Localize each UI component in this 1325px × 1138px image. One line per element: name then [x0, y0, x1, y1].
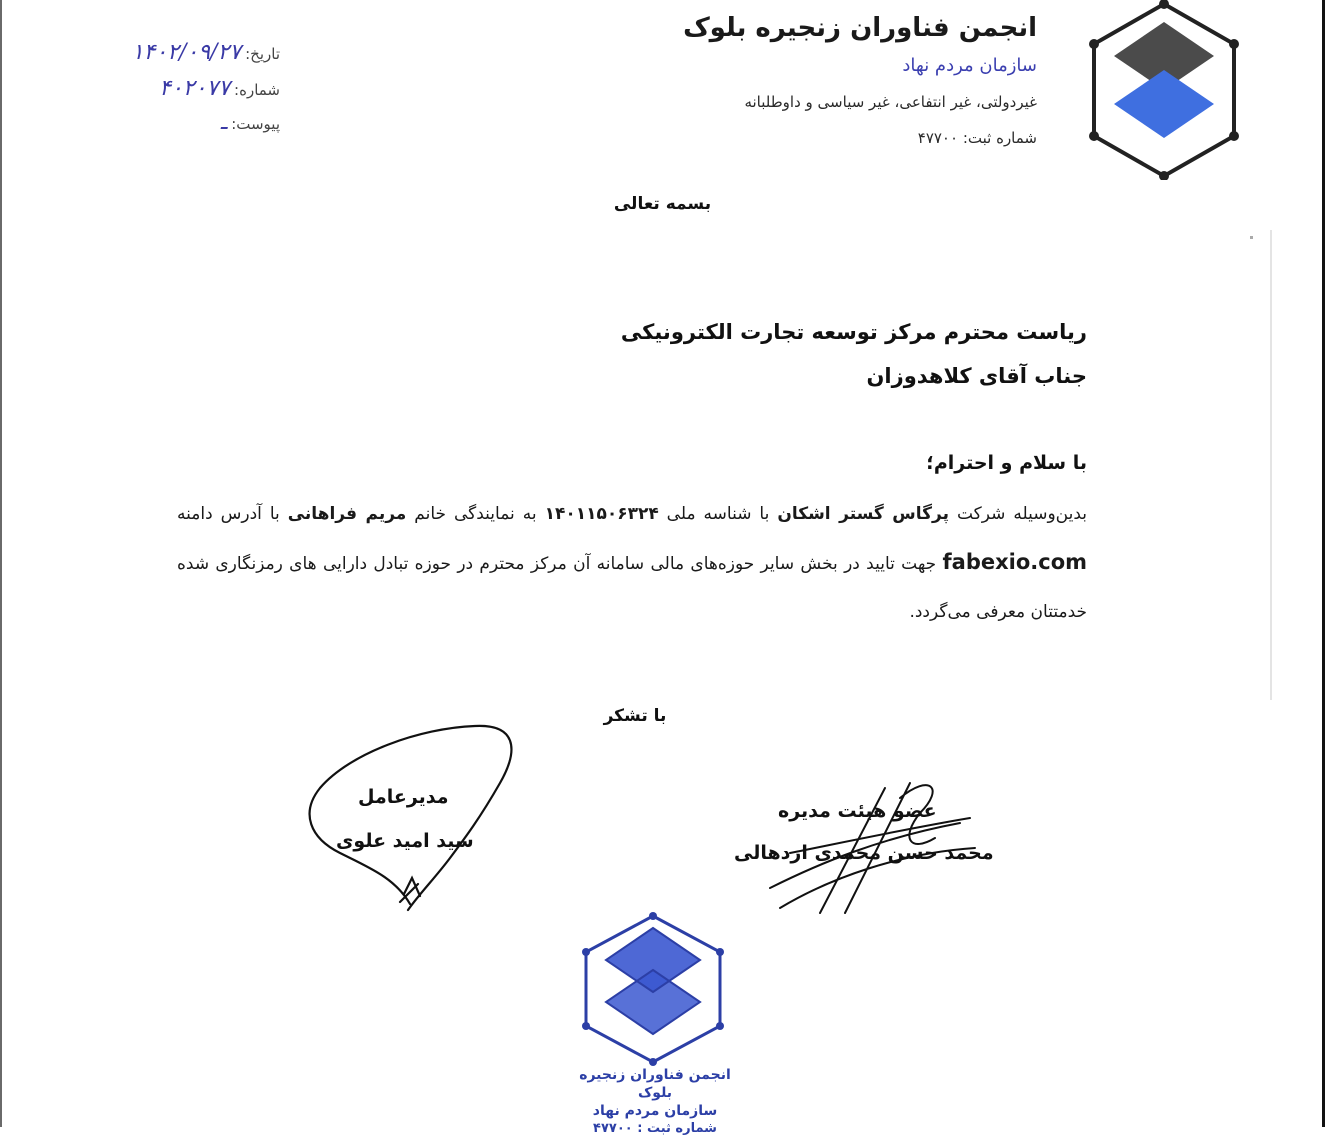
number-value: ۴۰۲۰۷۷ — [159, 76, 231, 101]
recipient-name: جناب آقای کلاهدوزان — [866, 364, 1087, 388]
scan-artifact-dot — [1250, 236, 1253, 239]
number-row — [159, 76, 280, 101]
letterhead — [617, 10, 1037, 148]
board-member-signature-icon — [760, 768, 990, 918]
stamp-org-name: انجمن فناوران زنجیره بلوک — [579, 1067, 731, 1101]
date-row — [132, 40, 280, 65]
board-member-title: عضو هیئت مدیره — [778, 800, 937, 822]
body-part-5: جهت تایید در بخش سایر حوزه‌های مالی سامانه آن مرکز محترم در حوزه تبادل دارایی های رمزنگاری شده خدمتتان معرفی می‌گردد. — [177, 554, 1087, 622]
recipient-title: ریاست محترم مرکز توسعه تجارت الکترونیکی — [620, 320, 1087, 344]
number-label: شماره: — [234, 81, 280, 99]
scan-edge-left — [0, 0, 2, 1127]
representative-name: مریم فراهانی — [287, 504, 407, 524]
stamp-org-type: سازمان مردم نهاد — [592, 1103, 718, 1119]
closing: با تشکر — [603, 706, 667, 726]
org-description: غیردولتی، غیر انتفاعی، غیر سیاسی و داوطلبانه — [744, 93, 1037, 111]
board-member-name: محمد حسن محمدی اردهالی — [734, 842, 994, 864]
attachment-label: پیوست: — [231, 115, 280, 133]
company-name: پرگاس گستر اشکان — [777, 504, 949, 524]
org-name: انجمن فناوران زنجیره بلوک — [683, 13, 1037, 43]
org-logo-icon — [1086, 0, 1242, 180]
org-stamp — [560, 910, 750, 1136]
stamp-logo-icon — [580, 910, 726, 1068]
attachment-value: ـ — [220, 110, 228, 135]
stamp-registration: شماره ثبت : ۴۷۷۰۰ — [593, 1121, 717, 1136]
scan-artifact-line — [1270, 230, 1272, 700]
national-id: ۱۴۰۱۱۵۰۶۳۲۴ — [544, 504, 659, 524]
org-type: سازمان مردم نهاد — [902, 55, 1037, 76]
attachment-row — [221, 110, 280, 135]
stamp-text — [560, 1066, 750, 1138]
letter-body — [177, 490, 1087, 636]
ceo-name: سید امید علوی — [336, 830, 474, 852]
domain-name: fabexio.com — [942, 550, 1088, 574]
ceo-title: مدیرعامل — [358, 786, 449, 808]
date-label: تاریخ: — [245, 45, 280, 63]
body-part-1: بدین‌وسیله شرکت — [956, 504, 1087, 524]
date-value: ۱۴۰۲/۰۹/۲۷ — [131, 40, 242, 65]
body-part-4: با آدرس دامنه — [177, 504, 280, 524]
basmala: بسمه تعالی — [613, 194, 712, 214]
ceo-signature-icon — [300, 718, 520, 918]
letter-meta — [80, 36, 280, 136]
greeting: با سلام و احترام؛ — [926, 452, 1087, 474]
body-part-2: با شناسه ملی — [666, 504, 770, 524]
org-registration: شماره ثبت: ۴۷۷۰۰ — [917, 129, 1037, 147]
body-part-3: به نمایندگی خانم — [414, 504, 537, 524]
